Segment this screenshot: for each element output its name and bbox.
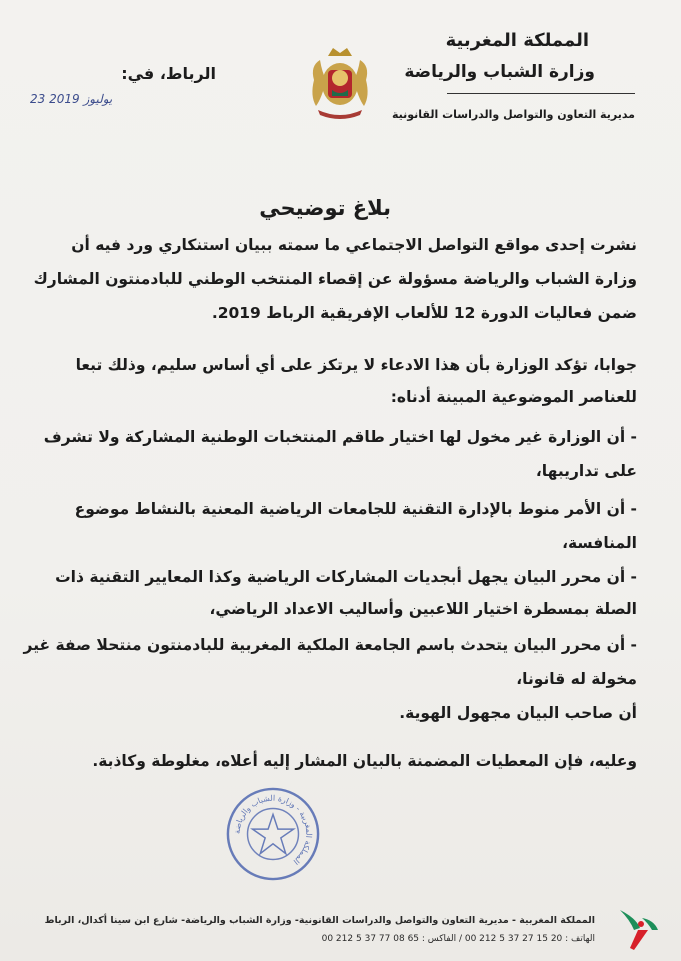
coat-of-arms-icon [300,40,380,120]
paragraph-line: وزارة الشباب والرياضة مسؤولة عن إقصاء المنتخب الوطني للبادمنتون المشارك [33,270,637,288]
document-title: بلاغ توضيحي [259,196,391,220]
stamp-text: المملكة المغربية - وزارة الشباب والرياضة [232,793,314,867]
list-item-cont: المنافسة، [562,534,637,552]
date-stamp: 23 يوليوز 2019 [30,92,113,106]
paragraph-line: جوابا، تؤكد الوزارة بأن هذا الادعاء لا يرتكز على أي أساس سليم، وذلك تبعا [75,356,637,374]
list-item: - أن الوزارة غير مخول لها اختيار طاقم المنتخبات الوطنية المشاركة ولا تشرف [43,428,637,446]
list-item: أن صاحب البيان مجهول الهوية. [399,704,637,722]
list-item-cont: مخولة له قانونا، [516,670,637,688]
ministry-logo-icon [614,904,664,954]
paragraph-line: للعناصر الموضوعية المبينة أدناه: [390,388,637,406]
paragraph-line: ضمن فعاليات الدورة 12 للألعاب الإفريقية الرباط 2019. [211,304,637,322]
place-label: الرباط، في: [121,64,216,83]
footer-phone: الهاتف : 20 15 27 37 5 212 00 / الفاكس : 65 08 77 37 5 212 00 [321,934,595,944]
list-item-cont: الصلة بمسطرة اختيار اللاعبين وأساليب الاعداد الرياضي، [209,600,637,618]
list-item: - أن الأمر منوط بالإدارة التقنية للجامعات الرياضية المعنية بالنشاط موضوع [74,500,637,518]
list-item: - أن محرر البيان يتحدث باسم الجامعة الملكية المغربية للبادمنتون منتحلا صفة غير [23,636,637,654]
paragraph-line: نشرت إحدى مواقع التواصل الاجتماعي ما سمته ببيان استنكاري ورد فيه أن [71,236,637,254]
header-divider [447,93,635,94]
header-directorate: مديرية التعاون والتواصل والدراسات القانونية [391,108,635,121]
official-stamp-icon [224,785,322,883]
conclusion: وعليه، فإن المعطيات المضمنة بالبيان المشار إليه أعلاه، مغلوطة وكاذبة. [92,752,637,770]
footer-address: المملكة المغربية - مديرية التعاون والتواصل والدراسات القانونية- وزارة الشباب والرياضة- شارع ابن سينا أكدال، الرباط [44,915,595,926]
list-item: - أن محرر البيان يجهل أبجديات المشاركات الرياضية وكذا المعايير التقنية ذات [55,568,637,586]
header-ministry: وزارة الشباب والرياضة [404,62,595,82]
header-kingdom: المملكة المغربية [445,30,589,51]
list-item-cont: على تداريبها، [535,462,637,480]
